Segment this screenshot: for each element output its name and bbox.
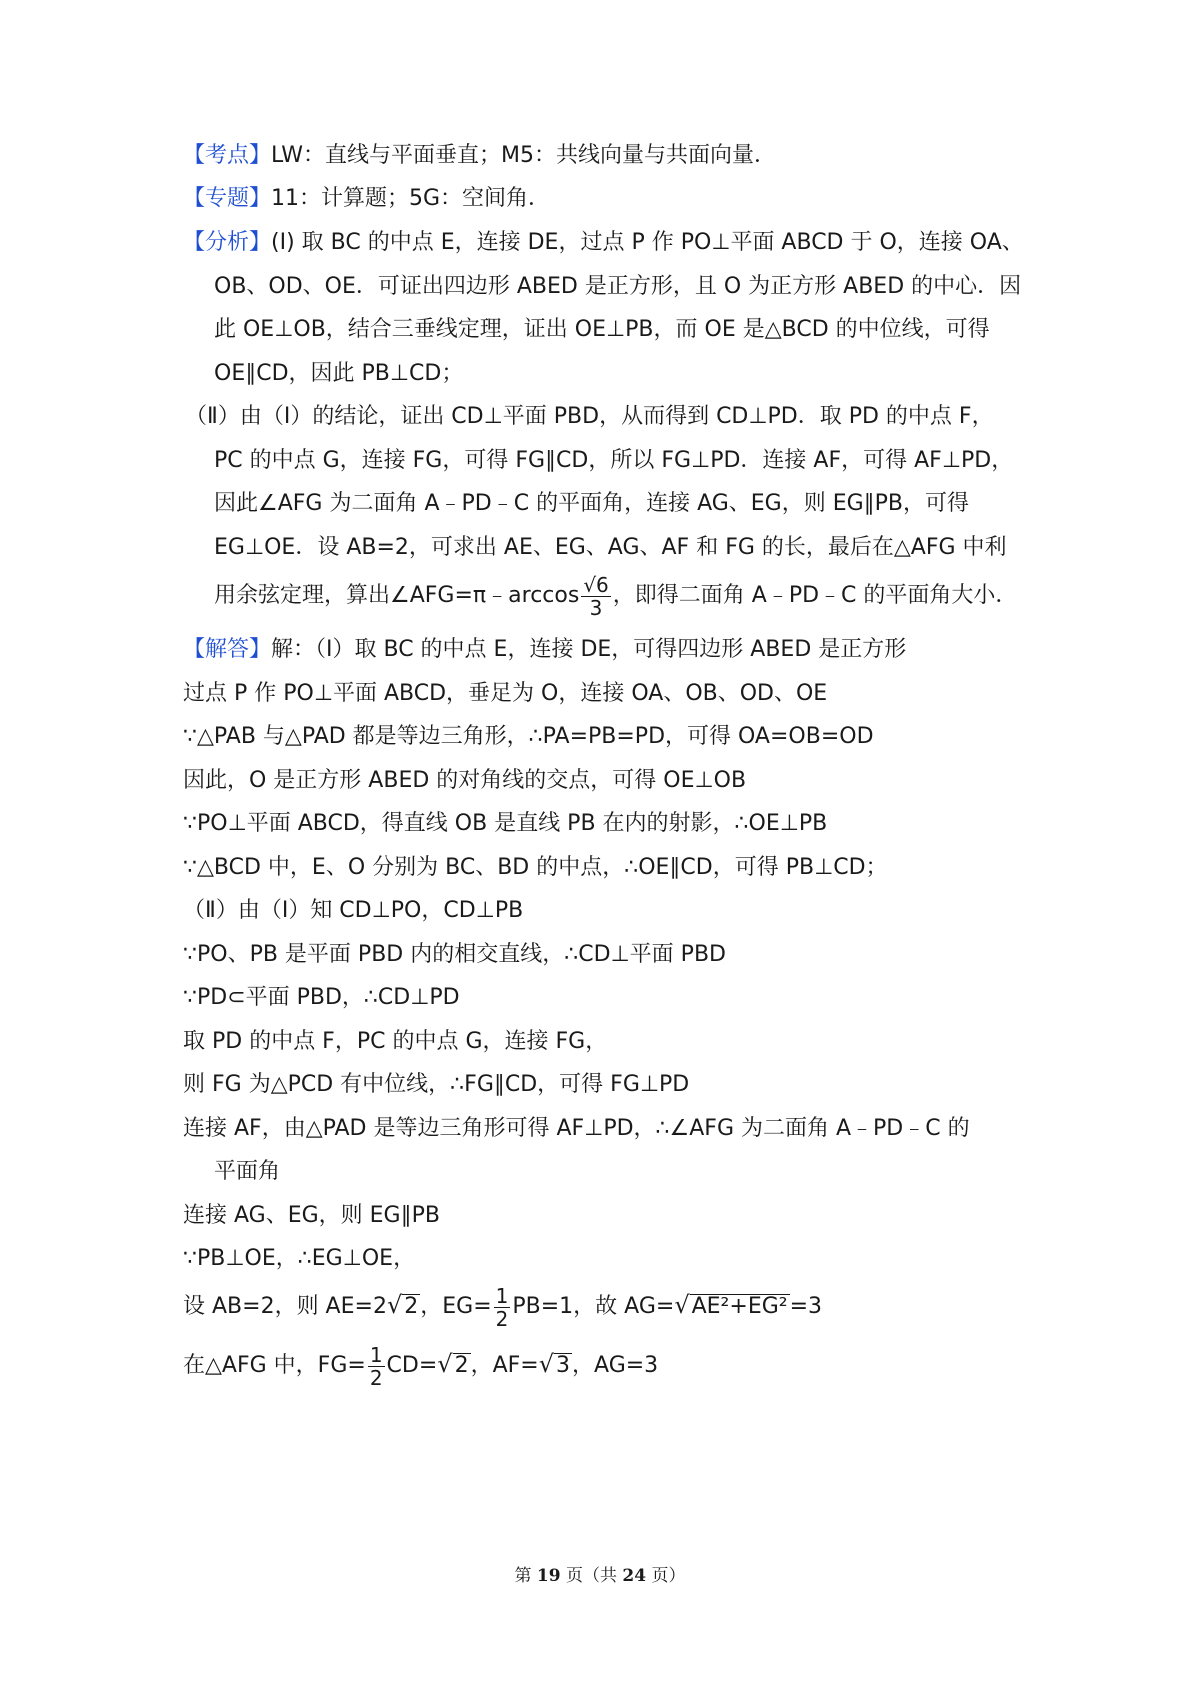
- fraction: [368, 1344, 385, 1389]
- fenxi-line-4: OE∥CD，因此 PB⊥CD；: [214, 361, 464, 386]
- sqrt-radicand: 3: [556, 1353, 571, 1378]
- jieda-line-17: [183, 1340, 658, 1390]
- jieda-line-3: ∵△PAB 与△PAD 都是等边三角形，∴PA=PB=PD，可得 OA=OB=OD: [183, 724, 874, 749]
- fraction-numerator: √6: [583, 572, 609, 597]
- sqrt: √AE²+EG²: [674, 1291, 788, 1319]
- sqrt: √2: [386, 1291, 419, 1319]
- fenxi-text-1: (Ⅰ) 取 BC 的中点 E，连接 DE，过点 P 作 PO⊥平面 ABCD 于 O，连接 OA、: [271, 230, 1024, 255]
- fenxi-line-9: [214, 572, 1017, 620]
- jieda-line-13: 平面角: [214, 1159, 281, 1184]
- fenxi-line-7: 因此∠AFG 为二面角 A﹣PD﹣C 的平面角，连接 AG、EG，则 EG∥PB，可得: [214, 491, 970, 516]
- jieda-line-6: ∵△BCD 中，E、O 分别为 BC、BD 的中点，∴OE∥CD，可得 PB⊥CD；: [183, 855, 888, 880]
- footer-prefix: 第: [514, 1566, 537, 1586]
- fraction: [494, 1285, 511, 1330]
- sqrt: √3: [538, 1350, 571, 1378]
- jieda-line-10: 取 PD 的中点 F，PC 的中点 G，连接 FG，: [183, 1029, 608, 1054]
- footer-page-number: 19: [536, 1566, 561, 1586]
- jieda-text-16b: ，EG=: [420, 1294, 492, 1319]
- fraction-denominator: 2: [495, 1306, 509, 1331]
- jieda-line-12: 连接 AF，由△PAD 是等边三角形可得 AF⊥PD，∴∠AFG 为二面角 A﹣PD﹣C 的: [183, 1116, 970, 1141]
- jieda-text-17b: CD=: [386, 1353, 438, 1378]
- fenxi-line-1: [183, 228, 1024, 258]
- fraction-denominator: 2: [369, 1365, 383, 1390]
- zhuanti-tag: 【专题】: [183, 186, 272, 211]
- kaodian-text: LW：直线与平面垂直；M5：共线向量与共面向量．: [271, 143, 776, 168]
- page-footer: [0, 1561, 1200, 1586]
- jieda-text-16d: =3: [789, 1294, 823, 1319]
- fenxi-line-6: PC 的中点 G，连接 FG，可得 FG∥CD，所以 FG⊥PD．连接 AF，可得 AF⊥PD，: [214, 448, 1014, 473]
- fenxi-tag: 【分析】: [183, 230, 272, 255]
- fraction: [581, 574, 610, 619]
- jieda-line-15: ∵PB⊥OE，∴EG⊥OE，: [183, 1246, 416, 1271]
- footer-mid: 页（共: [560, 1566, 623, 1586]
- zhuanti-line: [183, 184, 550, 214]
- fenxi-line-3: 此 OE⊥OB，结合三垂线定理，证出 OE⊥PB，而 OE 是△BCD 的中位线，可得: [214, 317, 990, 342]
- footer-total-pages: 24: [622, 1566, 647, 1586]
- jieda-line-1: [183, 635, 906, 665]
- fraction-numerator: 1: [495, 1283, 509, 1308]
- fraction-denominator: 3: [589, 595, 603, 620]
- kaodian-line: [183, 141, 776, 171]
- jieda-tag: 【解答】: [183, 637, 272, 662]
- footer-suffix: 页）: [646, 1566, 686, 1586]
- jieda-line-9: ∵PD⊂平面 PBD，∴CD⊥PD: [183, 985, 460, 1010]
- jieda-line-4: 因此，O 是正方形 ABED 的对角线的交点，可得 OE⊥OB: [183, 768, 747, 793]
- jieda-line-11: 则 FG 为△PCD 有中位线，∴FG∥CD，可得 FG⊥PD: [183, 1072, 690, 1097]
- jieda-text-17a: 在△AFG 中，FG=: [183, 1353, 366, 1378]
- kaodian-tag: 【考点】: [183, 143, 272, 168]
- jieda-line-5: ∵PO⊥平面 ABCD，得直线 OB 是直线 PB 在内的射影，∴OE⊥PB: [183, 811, 828, 836]
- jieda-text-17c: ，AF=: [470, 1353, 539, 1378]
- sqrt-radicand: 2: [454, 1353, 469, 1378]
- jieda-text-16a: 设 AB=2，则 AE=2: [183, 1294, 387, 1319]
- jieda-line-8: ∵PO、PB 是平面 PBD 内的相交直线，∴CD⊥平面 PBD: [183, 942, 726, 967]
- jieda-line-14: 连接 AG、EG，则 EG∥PB: [183, 1203, 440, 1228]
- jieda-line-16: [183, 1281, 822, 1331]
- fenxi-line-8: EG⊥OE．设 AB=2，可求出 AE、EG、AG、AF 和 FG 的长，最后在△AFG 中利: [214, 535, 1007, 560]
- jieda-text-1: 解：（Ⅰ）取 BC 的中点 E，连接 DE，可得四边形 ABED 是正方形: [271, 637, 907, 662]
- sqrt-radicand: 2: [404, 1294, 419, 1319]
- jieda-line-7: （Ⅱ）由（Ⅰ）知 CD⊥PO，CD⊥PB: [183, 898, 524, 923]
- sqrt-radicand: AE²+EG²: [691, 1294, 788, 1319]
- fenxi-line-5: （Ⅱ）由（Ⅰ）的结论，证出 CD⊥平面 PBD，从而得到 CD⊥PD．取 PD 的中点 F，: [185, 404, 994, 429]
- fraction-numerator: 1: [369, 1342, 383, 1367]
- jieda-text-16c: PB=1，故 AG=: [512, 1294, 675, 1319]
- fenxi-line-2: OB、OD、OE．可证出四边形 ABED 是正方形，且 O 为正方形 ABED 的中心．因: [214, 274, 1022, 299]
- fenxi-text-9a: 用余弦定理，算出∠AFG=π﹣arccos: [214, 583, 580, 608]
- fenxi-text-9b: ，即得二面角 A﹣PD﹣C 的平面角大小．: [612, 583, 1018, 608]
- sqrt: √2: [437, 1350, 469, 1378]
- jieda-text-17d: ，AG=3: [572, 1353, 659, 1378]
- zhuanti-text: 11：计算题；5G：空间角．: [271, 186, 551, 211]
- jieda-line-2: 过点 P 作 PO⊥平面 ABCD，垂足为 O，连接 OA、OB、OD、OE: [183, 681, 828, 706]
